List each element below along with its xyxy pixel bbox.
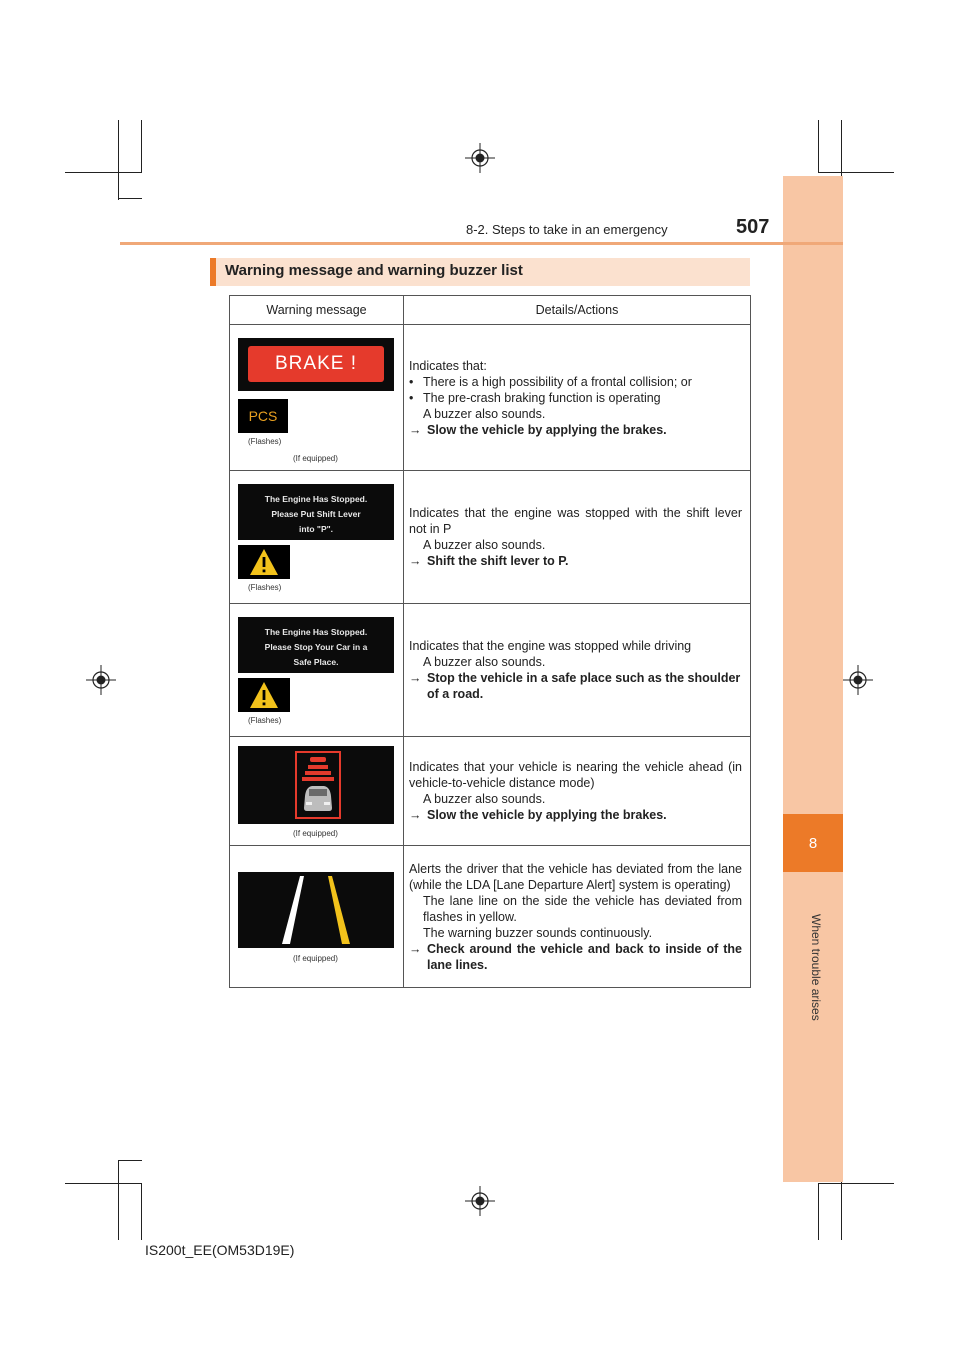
warning-triangle-icon: [238, 545, 290, 579]
crop-mark: [118, 120, 119, 200]
detail-line: The lane line on the side the vehicle has deviated from flashes in yellow.: [423, 893, 742, 924]
crop-mark: [118, 1160, 142, 1161]
detail-line: Indicates that the engine was stopped while driving: [409, 639, 692, 653]
chapter-number: 8: [783, 814, 843, 872]
warning-triangle-icon: [238, 678, 290, 712]
registration-mark-icon: [465, 1186, 495, 1216]
header-rule: [120, 242, 843, 245]
crop-mark: [818, 1183, 894, 1184]
arrow-right-icon: →: [409, 808, 422, 822]
details-cell: [404, 604, 751, 737]
arrow-right-icon: →: [409, 941, 422, 956]
crop-mark: [818, 172, 894, 173]
registration-mark-icon: [843, 665, 873, 695]
action-line: → Check around the vehicle and back to inside of the lane lines.: [409, 941, 742, 972]
arrow-right-icon: →: [409, 422, 422, 437]
crop-mark: [141, 1183, 142, 1240]
flashes-caption: (Flashes): [248, 437, 282, 446]
crop-mark: [818, 1183, 819, 1240]
detail-line: A buzzer also sounds.: [423, 655, 546, 669]
equipped-caption: (If equipped): [293, 954, 338, 963]
display-message: The Engine Has Stopped. Please Stop Your Car in a Safe Place.: [264, 627, 368, 667]
bullet-icon: •: [409, 374, 414, 389]
chapter-side-tab: [783, 176, 843, 1182]
display-message: The Engine Has Stopped. Please Put Shift Lever into "P".: [264, 494, 368, 534]
detail-line: Indicates that:: [409, 358, 487, 373]
table-header-row: [230, 296, 751, 325]
action-line: → Shift the shift lever to P.: [409, 554, 569, 568]
table-row: [230, 846, 751, 988]
table-row: [230, 737, 751, 846]
arrow-right-icon: →: [409, 671, 422, 685]
detail-line: Indicates that your vehicle is nearing the vehicle ahead (in vehicle-to-vehicle distance mode): [409, 760, 742, 790]
detail-line: Indicates that the engine was stopped with the shift lever not in P: [409, 506, 742, 536]
detail-line: A buzzer also sounds.: [423, 538, 546, 552]
registration-mark-icon: [86, 665, 116, 695]
table-row: [230, 325, 751, 471]
flashes-caption: (Flashes): [248, 583, 282, 592]
brake-display: [238, 338, 394, 391]
flashes-caption: (Flashes): [248, 716, 282, 725]
details-cell: [404, 846, 751, 988]
document-code: IS200t_EE(OM53D19E): [145, 1242, 295, 1258]
message-image-cell: [230, 737, 404, 846]
detail-line: A buzzer also sounds.: [423, 406, 546, 421]
distance-warning-display: [238, 746, 394, 824]
warning-table: [229, 295, 751, 988]
lane-departure-display: [238, 872, 394, 948]
detail-line: The warning buzzer sounds continuously.: [423, 925, 653, 940]
crop-mark: [818, 120, 819, 173]
table-row: [230, 604, 751, 737]
warning-triangle-icon: [238, 678, 290, 712]
equipped-caption: (If equipped): [293, 454, 338, 463]
detail-bullet: • There is a high possibility of a frontal collision; or: [409, 374, 692, 389]
crop-mark: [118, 1160, 119, 1240]
crop-mark: [118, 198, 142, 199]
registration-mark-icon: [465, 143, 495, 173]
lane-departure-icon: [238, 872, 394, 948]
action-line: → Slow the vehicle by applying the brakes.: [409, 422, 667, 437]
vehicle-ahead-warning-icon: [238, 746, 394, 824]
section-heading: Warning message and warning buzzer list: [225, 262, 523, 279]
message-image-cell: [230, 846, 404, 988]
section-label: 8-2. Steps to take in an emergency: [466, 222, 668, 237]
message-image-cell: [230, 604, 404, 737]
section-heading-accent: [210, 258, 216, 286]
pcs-indicator-icon: PCS: [238, 399, 288, 433]
message-image-cell: [230, 325, 404, 471]
arrow-right-icon: →: [409, 554, 422, 568]
page-number: 507: [736, 216, 770, 238]
details-cell: [404, 471, 751, 604]
crop-mark: [141, 120, 142, 173]
equipped-caption: (If equipped): [293, 829, 338, 838]
chapter-title: When trouble arises: [809, 914, 823, 1021]
action-line: → Slow the vehicle by applying the brakes.: [409, 808, 667, 822]
detail-line: Alerts the driver that the vehicle has deviated from the lane (while the LDA [Lane Departure Alert] system is operating): [409, 861, 742, 892]
bullet-icon: •: [409, 390, 414, 405]
detail-line: A buzzer also sounds.: [423, 792, 546, 806]
crop-mark: [65, 172, 141, 173]
engine-stopped-display: [238, 484, 394, 540]
detail-bullet: • The pre-crash braking function is operating: [409, 390, 661, 405]
table-row: [230, 471, 751, 604]
column-header-message: Warning message: [230, 296, 404, 325]
engine-stopped-display: [238, 617, 394, 673]
message-image-cell: [230, 471, 404, 604]
column-header-details: Details/Actions: [404, 296, 751, 325]
details-cell: [404, 737, 751, 846]
warning-triangle-icon: [238, 545, 290, 579]
brake-warning-text: BRAKE !: [248, 346, 384, 382]
action-line: → Stop the vehicle in a safe place such as the shoulder of a road.: [409, 671, 741, 701]
crop-mark: [65, 1183, 141, 1184]
details-cell: [404, 325, 751, 471]
